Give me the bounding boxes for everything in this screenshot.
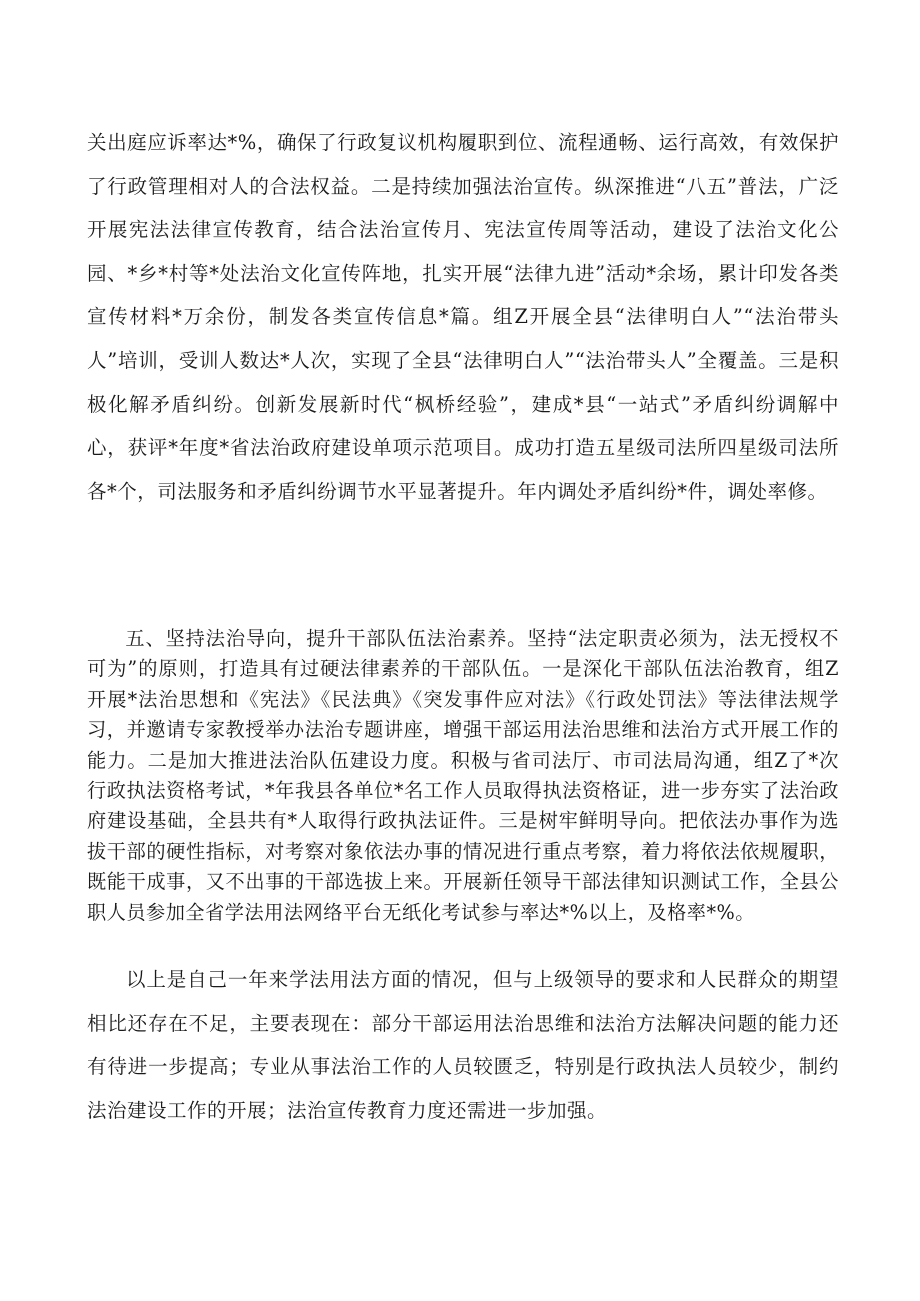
body-paragraph-3: 以上是自己一年来学法用法方面的情况，但与上级领导的要求和人民群众的期望相比还存在不足，主要表现在：部分干部运用法治思维和法治方法解决问题的能力还有待进一步提高；专业从事法治工作的人员较匮乏，特别是行政执法人员较少，制约法治建设工作的开展；法治宣传教育力度还需进一步加强。 — [87, 968, 839, 1122]
body-paragraph-2: 五、坚持法治导向，提升干部队伍法治素养。坚持“法定职责必须为，法无授权不可为”的原则，打造具有过硬法律素养的干部队伍。一是深化干部队伍法治教育，组Z开展*法治思想和《宪法》《民法典》《突发事件应对法》《行政处罚法》等法律法规学习，并邀请专家教授举办法治专题讲座，增强干部运用法治思维和法治方式开展工作的能力。二是加大推进法治队伍建设力度。积极与省司法厅、市司法局沟通，组Z了*次行政执法资格考试，*年我县各单位*名工作人员取得执法资格证，进一步夯实了法治政府建设基础，全县共有*人取得行政执法证件。三是树牢鲜明导向。把依法办事作为选拔干部的硬性指标，对考察对象依法办事的情况进行重点考察，着力将依法依规履职，既能干成事，又不出事的干部选拔上来。开展新任领导干部法律知识测试工作，全县公职人员参加全省学法用法网络平台无纸化考试参与率达*%以上，及格率*%。 — [87, 627, 839, 924]
body-paragraph-1: 关出庭应诉率达*%，确保了行政复议机构履职到位、流程通畅、运行高效，有效保护了行政管理相对人的合法权益。二是持续加强法治宣传。纵深推进“八五”普法，广泛开展宪法法律宣传教育，结合法治宣传月、宪法宣传周等活动，建设了法治文化公园、*乡*村等*处法治文化宣传阵地，扎实开展“法律九进”活动*余场，累计印发各类宣传材料*万余份，制发各类宣传信息*篇。组Z开展全县“法律明白人”“法治带头人”培训，受训人数达*人次，实现了全县“法律明白人”“法治带头人”全覆盖。三是积极化解矛盾纠纷。创新发展新时代“枫桥经验”，建成*县“一站式”矛盾纠纷调解中心，获评*年度*省法治政府建设单项示范项目。成功打造五星级司法所四星级司法所各*个，司法服务和矛盾纠纷调节水平显著提升。年内调处矛盾纠纷*件，调处率修。 — [87, 131, 839, 503]
